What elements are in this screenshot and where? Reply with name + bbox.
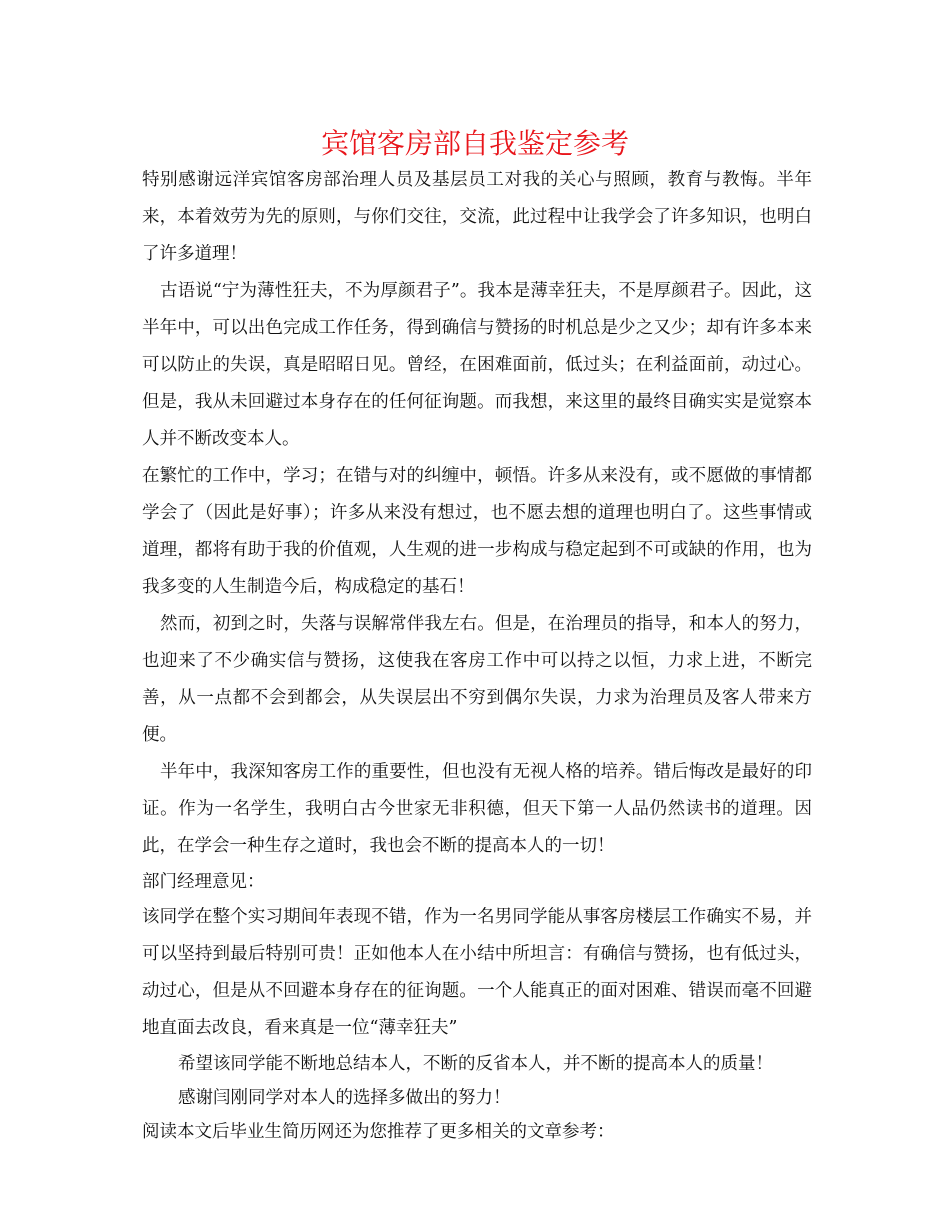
paragraph-learning: 在繁忙的工作中，学习；在错与对的纠缠中，顿悟。许多从来没有，或不愿做的事情都学会了（因此是好事）；许多从来没有想过，也不愿去想的道理也明白了。这些事情或道理，都将有助于我的价值观，人生观的进一步构成与稳定起到不可或缺的作用，也为我多变的人生制造今后，构成稳定的基石！ [142, 466, 812, 597]
document-body [142, 162, 812, 1149]
paragraph-half-year: 半年中，我深知客房工作的重要性，但也没有无视人格的培养。错后悔改是最好的印证。作为一名学生，我明白古今世家无非积德，但天下第一人品仍然读书的道理。因此，在学会一种生存之道时，我也会不断的提高本人的一切！ [142, 762, 812, 856]
document-title: 宾馆客房部自我鉴定参考 [320, 127, 629, 160]
manager-opinion-heading: 部门经理意见： [142, 872, 265, 892]
paragraph-hope: 希望该同学能不断地总结本人，不断的反省本人，并不断的提高本人的质量！ [178, 1054, 773, 1074]
paragraph-thanks: 特别感谢远洋宾馆客房部治理人员及基层员工对我的关心与照顾，教育与教悔。半年来，本着效劳为先的原则，与你们交往，交流，此过程中让我学会了许多知识，也明白了许多道理！ [142, 170, 812, 264]
paragraph-manager-comment: 该同学在整个实习期间年表现不错，作为一名男同学能从事客房楼层工作确实不易，并可以坚持到最后特别可贵！正如他本人在小结中所坦言：有确信与赞扬，也有低过头，动过心，但是从不回避本身存在的征询题。一个人能真正的面对困难、错误而毫不回避地直面去改良，看来真是一位“薄幸狂夫” [142, 907, 812, 1038]
paragraph-beginning: 然而，初到之时，失落与误解常伴我左右。但是，在治理员的指导，和本人的努力，也迎来了不少确实信与赞扬，这使我在客房工作中可以持之以恒，力求上进，不断完善，从一点都不会到都会，从失误层出不穷到偶尔失误，力求为治理员及客人带来方便。 [142, 614, 812, 745]
paragraph-recommendation: 阅读本文后毕业生简历网还为您推荐了更多相关的文章参考： [142, 1122, 615, 1142]
paragraph-gratitude: 感谢闫刚同学对本人的选择多做出的努力！ [178, 1088, 511, 1108]
paragraph-proverb: 古语说“宁为薄性狂夫，不为厚颜君子”。我本是薄幸狂夫，不是厚颜君子。因此，这半年中，可以出色完成工作任务，得到确信与赞扬的时机总是少之又少；却有许多本来可以防止的失误，真是昭昭日见。曾经，在困难面前，低过头；在利益面前，动过心。但是，我从未回避过本身存在的任何征询题。而我想，来这里的最终目确实实是觉察本人并不断改变本人。 [142, 281, 812, 449]
